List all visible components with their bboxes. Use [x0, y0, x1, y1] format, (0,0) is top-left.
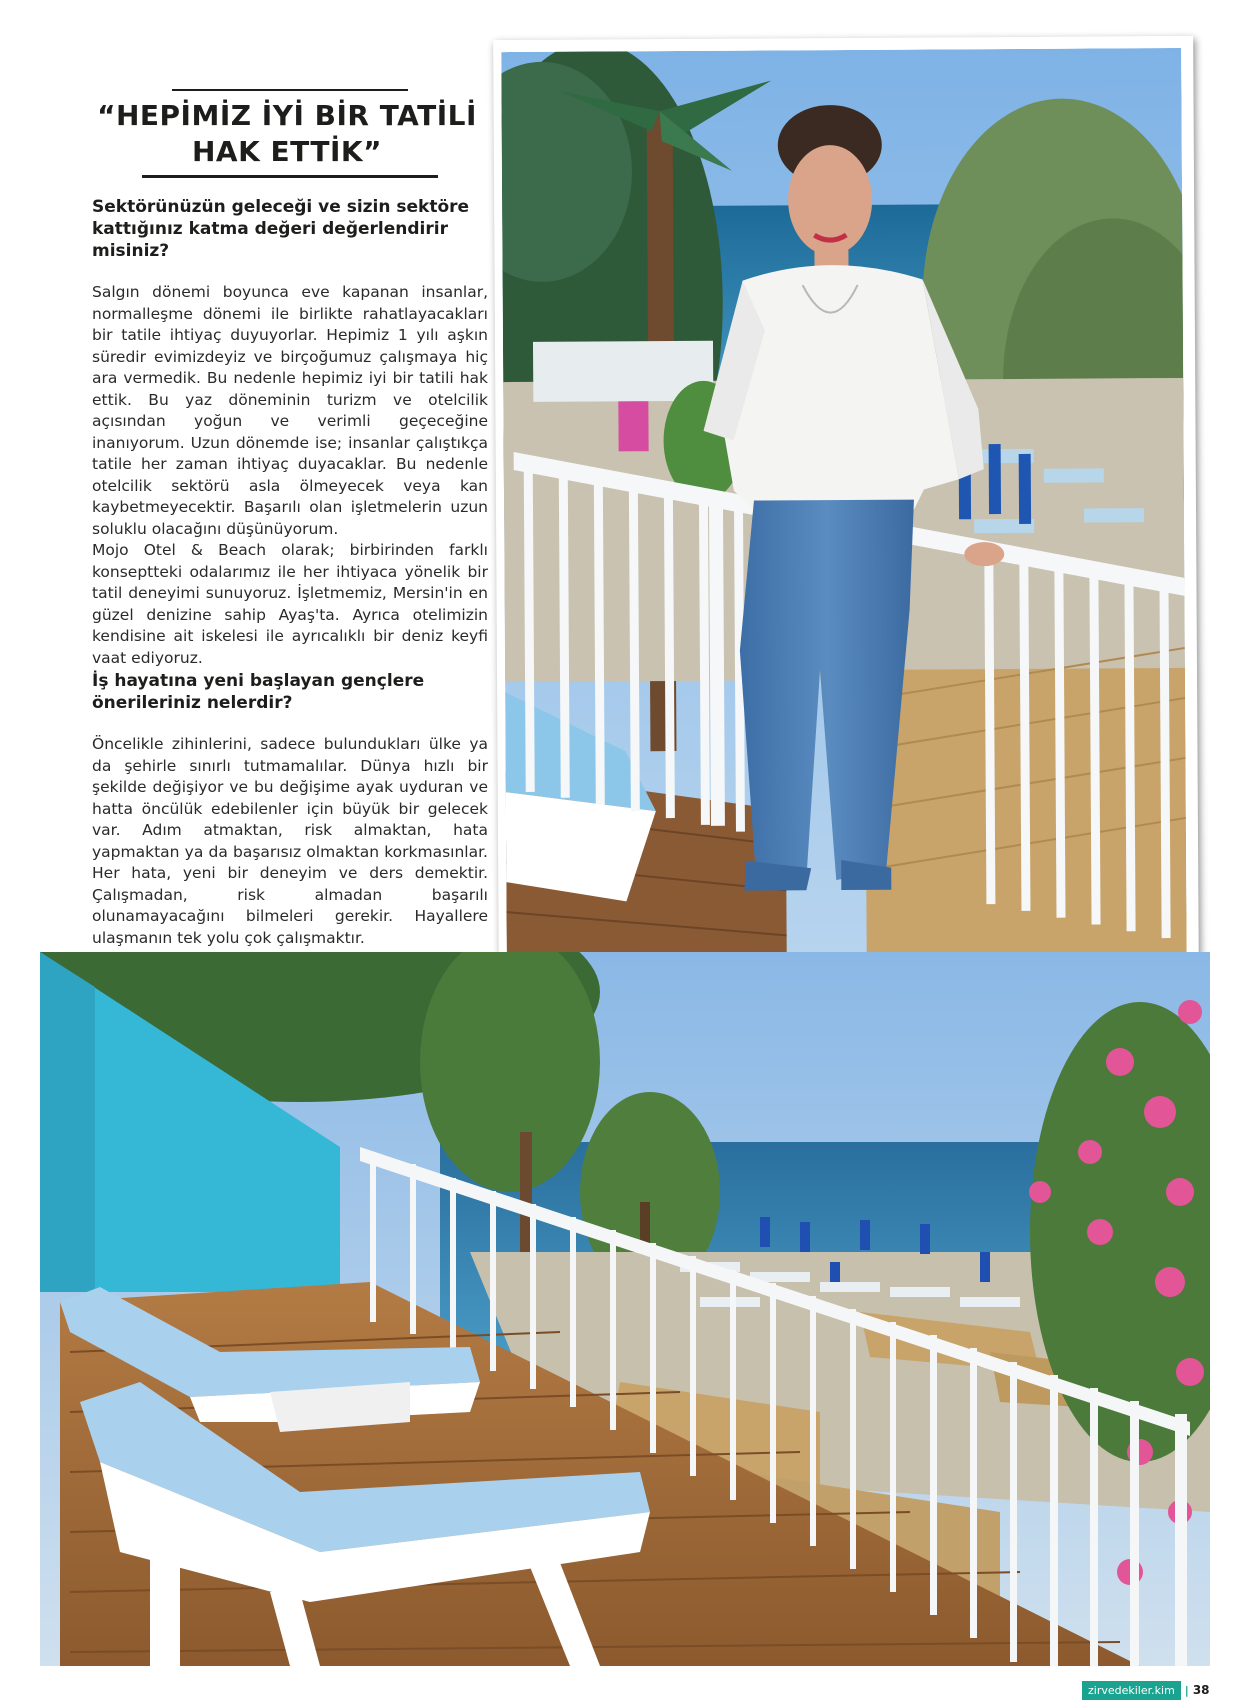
- answer-1-paragraph: Salgın dönemi boyunca eve kapanan insanlar, normalleşme dönemi ile birlikte rahatlayacakları bir tatile ihtiyaç duyuyorlar. Hepimiz 1 yılı aşkın süredir evimizdeyiz ve birçoğumuz çalışmaya hiç ara vermedik. Bu nedenle hepimiz iyi bir tatili hak ettik. Bu yaz döneminin turizm ve otelcilik açısından yoğun ve verimli geçeceğine inanıyorum. Uzun dönemde ise; insanlar çalıştıkça tatile her zaman ihtiyaç duyacaklar. Bu nedenle otelcilik sektörü asla ölmeyecek veya kan kaybetmeyecektir. Başarılı olan işletmelerin uzun soluklu olacağını düşünüyorum.: [92, 283, 488, 538]
- question-1: Sektörünüzün geleceği ve sizin sektöre kattığınız katma değeri değerlendirir misiniz?: [92, 197, 470, 261]
- terrace-sunbeds-photo: [40, 952, 1210, 1666]
- title-rule-bottom: [142, 175, 438, 178]
- footer-site-label: zirvedekiler.kim: [1082, 1681, 1181, 1700]
- article-title: “HEPİMİZ İYİ BİR TATİLİ HAK ETTİK”: [97, 99, 477, 168]
- portrait-photo-frame: [493, 36, 1199, 980]
- page-footer: [1082, 1680, 1210, 1700]
- woman-on-balcony-photo: [501, 48, 1187, 964]
- question-2: İş hayatına yeni başlayan gençlere önerileriniz nelerdir?: [92, 671, 425, 713]
- title-rule-top: [172, 89, 408, 91]
- answer-2-paragraph: Öncelikle zihinlerini, sadece bulundukları ülke ya da şehirle sınırlı tutmamalılar. Dünya hızlı bir şekilde değişiyor ve bu değişime ayak uyduran ve hatta öncülük edebilenler için büyük bir gelecek var. Adım atmaktan, risk almaktan, hata yapmaktan ya da başarısız olmaktan korkmasınlar. Her hata, yeni bir deneyim ve ders demektir. Çalışmadan, risk almadan başarılı olunamayacağını bilmeleri gerekir. Hayallere ulaşmanın tek yolu çok çalışmaktır.: [92, 735, 488, 947]
- page-number: 38: [1192, 1683, 1210, 1697]
- answer-1b-paragraph: Mojo Otel & Beach olarak; birbirinden farklı konseptteki odalarımız ile her ihtiyaca yönelik bir tatil deneyimi sunuyoruz. İşletmemiz, Mersin'in en güzel denizine sahip Ayaş'ta. Ayrıca otelimizin kendisine ait iskelesi ile ayrıcalıklı bir deniz keyfi vaat ediyoruz.: [92, 541, 488, 667]
- footer-separator: |: [1184, 1683, 1189, 1697]
